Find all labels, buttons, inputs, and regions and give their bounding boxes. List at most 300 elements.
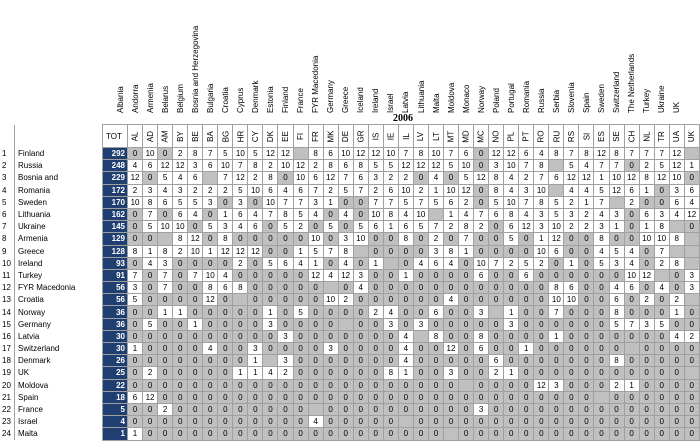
score-cell: 0 [293,403,308,415]
score-cell: 8 [218,233,233,245]
voter-code-bg: BG [218,125,233,148]
score-cell: 1 [248,355,263,367]
score-cell: 0 [173,294,188,306]
score-cell [323,282,338,294]
score-cell: 0 [443,416,458,428]
score-cell: 0 [278,172,293,184]
voter-code-ee: EE [278,125,293,148]
score-cell: 0 [353,379,368,391]
score-cell: 12 [459,184,474,196]
country-name: UK [15,367,103,379]
score-cell: 0 [233,318,248,330]
score-cell: 0 [579,403,594,415]
country-name: Moldova [15,379,103,391]
score-cell: 0 [459,403,474,415]
score-cell: 0 [519,233,534,245]
score-cell: 0 [684,391,699,403]
score-cell: 0 [413,306,428,318]
score-cell: 0 [128,221,143,233]
score-cell: 0 [278,379,293,391]
score-cell: 0 [158,416,173,428]
score-cell: 0 [579,257,594,269]
voter-code-dk: DK [263,125,278,148]
score-cell: 0 [519,294,534,306]
score-cell: 10 [443,184,458,196]
score-cell: 0 [654,367,669,379]
score-cell: 6 [353,172,368,184]
score-cell: 12 [624,172,639,184]
score-cell: 8 [353,160,368,172]
voter-name-dk: Denmark [250,80,260,113]
score-cell: 0 [459,428,474,440]
score-cell: 0 [428,269,443,281]
score-cell: 0 [549,257,564,269]
score-cell: 4 [684,196,699,208]
score-cell: 0 [263,428,278,440]
score-cell: 0 [564,428,579,440]
row-number: 11 [0,269,15,281]
score-cell: 0 [459,257,474,269]
score-cell: 6 [624,282,639,294]
score-cell: 7 [293,196,308,208]
score-cell: 0 [338,282,353,294]
voter-name-al: Albania [115,86,125,113]
score-cell: 7 [128,269,143,281]
score-cell [669,221,684,233]
score-cell: 1 [624,379,639,391]
score-cell: 0 [594,282,609,294]
score-cell: 3 [534,208,549,220]
score-cell: 12 [609,184,624,196]
score-cell: 3 [203,196,218,208]
total-cell: 30 [103,343,128,355]
score-cell: 5 [158,172,173,184]
score-cell: 5 [353,221,368,233]
score-cell: 0 [248,318,263,330]
score-cell: 0 [443,269,458,281]
score-cell: 0 [639,245,654,257]
row-number: 4 [0,184,15,196]
total-cell: 129 [103,233,128,245]
score-cell: 8 [308,148,323,160]
score-cell: 10 [639,233,654,245]
score-cell: 4 [624,257,639,269]
voter-name-by: Belarus [160,85,170,113]
score-cell: 6 [639,208,654,220]
score-cell: 1 [549,330,564,342]
score-cell: 0 [278,294,293,306]
score-cell: 0 [474,367,489,379]
score-cell: 12 [594,148,609,160]
country-name: Ukraine [15,221,103,233]
score-cell: 0 [564,403,579,415]
score-cell: 7 [398,148,413,160]
score-cell: 2 [489,367,504,379]
score-cell: 2 [308,160,323,172]
total-cell: 25 [103,367,128,379]
score-cell: 0 [188,403,203,415]
score-cell: 6 [188,172,203,184]
score-cell: 0 [624,233,639,245]
score-cell: 0 [233,306,248,318]
score-cell: 6 [489,355,504,367]
score-cell: 3 [368,172,383,184]
score-cell: 0 [323,233,338,245]
score-cell: 0 [308,330,323,342]
score-cell: 10 [564,294,579,306]
score-cell: 5 [293,208,308,220]
score-cell: 4 [398,343,413,355]
score-cell: 0 [203,306,218,318]
score-cell: 5 [383,160,398,172]
score-cell: 4 [308,416,323,428]
voter-name-rs: Serbia [551,89,561,113]
score-cell: 2 [188,184,203,196]
score-cell: 6 [203,160,218,172]
voter-name-be: Belgium [175,84,185,113]
row-number: 5 [0,196,15,208]
score-cell: 10 [278,160,293,172]
score-cell: 0 [639,306,654,318]
score-cell: 12 [443,343,458,355]
score-cell: 0 [519,282,534,294]
score-cell: 0 [188,416,203,428]
voter-name-nl: The Netherlands [627,53,637,113]
score-cell: 6 [248,221,263,233]
score-cell: 6 [624,184,639,196]
score-cell: 0 [338,416,353,428]
score-cell: 6 [338,160,353,172]
score-cell: 0 [293,318,308,330]
score-cell: 0 [639,330,654,342]
score-cell: 0 [383,330,398,342]
score-cell: 0 [353,367,368,379]
score-cell: 3 [489,160,504,172]
score-cell: 0 [519,355,534,367]
score-cell: 6 [609,294,624,306]
score-cell: 0 [549,416,564,428]
score-cell: 0 [143,269,158,281]
score-cell: 3 [353,269,368,281]
score-cell: 6 [428,306,443,318]
score-cell: 0 [158,330,173,342]
score-cell: 3 [143,184,158,196]
score-cell: 8 [248,160,263,172]
score-cell: 5 [594,257,609,269]
score-cell: 5 [654,318,669,330]
score-cell: 5 [203,221,218,233]
score-cell: 1 [398,367,413,379]
score-cell: 2 [579,221,594,233]
score-cell: 0 [489,416,504,428]
score-cell: 0 [654,330,669,342]
score-cell: 12 [233,245,248,257]
score-cell: 4 [669,330,684,342]
score-cell: 0 [669,282,684,294]
year-header: 2006 [393,113,413,124]
voter-code-tr: TR [654,125,669,148]
score-cell: 12 [428,160,443,172]
score-cell: 0 [398,257,413,269]
voter-code-il: IL [398,125,413,148]
score-cell: 0 [128,367,143,379]
score-cell: 6 [233,208,248,220]
score-cell: 1 [428,184,443,196]
score-cell: 0 [504,245,519,257]
score-cell: 12 [398,160,413,172]
voter-name-bg: Bulgaria [205,83,215,113]
score-cell: 0 [443,318,458,330]
score-cell: 1 [684,160,699,172]
score-cell: 0 [308,282,323,294]
score-cell: 5 [248,148,263,160]
score-cell: 0 [173,391,188,403]
score-cell: 10 [398,184,413,196]
row-number: 17 [0,343,15,355]
score-cell: 0 [143,233,158,245]
score-cell: 5 [263,257,278,269]
score-cell [669,245,684,257]
score-cell: 0 [218,367,233,379]
score-cell: 0 [128,257,143,269]
score-cell: 0 [293,391,308,403]
country-name: Spain [15,391,103,403]
header-row [0,125,699,148]
score-cell: 10 [128,196,143,208]
score-cell: 0 [428,379,443,391]
score-cell: 5 [549,196,564,208]
row-number: 20 [0,379,15,391]
score-cell: 0 [368,428,383,440]
score-cell: 0 [383,428,398,440]
score-cell: 5 [368,160,383,172]
voter-name-il: Israel [386,93,396,113]
score-cell: 10 [504,160,519,172]
score-cell: 0 [278,318,293,330]
score-cell: 0 [203,208,218,220]
score-cell: 3 [188,160,203,172]
score-cell: 6 [549,172,564,184]
score-cell: 0 [534,282,549,294]
score-cell: 0 [143,330,158,342]
score-cell: 0 [398,245,413,257]
score-cell: 0 [459,269,474,281]
score-cell: 2 [233,257,248,269]
score-cell: 0 [248,282,263,294]
score-cell: 12 [504,148,519,160]
voter-code-mt: MT [443,125,458,148]
score-cell: 0 [579,318,594,330]
score-cell: 0 [654,355,669,367]
row-number: 22 [0,403,15,415]
score-cell: 2 [173,245,188,257]
score-cell: 4 [353,282,368,294]
score-cell: 0 [669,379,684,391]
score-cell: 0 [564,245,579,257]
score-cell: 0 [564,233,579,245]
score-cell: 8 [443,245,458,257]
score-cell: 12 [308,269,323,281]
score-cell: 0 [233,428,248,440]
score-cell: 0 [489,343,504,355]
score-cell: 2 [413,184,428,196]
score-cell: 12 [549,233,564,245]
voter-code-fr: FR [308,125,323,148]
voter-code-hr: HR [233,125,248,148]
score-cell: 8 [579,148,594,160]
score-cell: 1 [639,221,654,233]
country-name: Lithuania [15,208,103,220]
score-cell: 0 [293,233,308,245]
score-cell: 0 [684,306,699,318]
score-cell: 0 [413,269,428,281]
score-cell: 5 [308,245,323,257]
score-cell: 0 [218,294,233,306]
score-cell: 12 [233,172,248,184]
score-cell: 0 [443,282,458,294]
score-cell: 7 [413,196,428,208]
score-cell: 0 [594,294,609,306]
score-cell: 10 [203,269,218,281]
score-cell: 0 [474,160,489,172]
score-cell: 2 [564,221,579,233]
score-cell: 5 [398,196,413,208]
voter-name-no: Norway [476,85,486,113]
score-cell: 0 [128,330,143,342]
score-cell: 0 [459,343,474,355]
score-cell: 2 [278,367,293,379]
table-row [0,196,699,208]
score-cell: 0 [579,367,594,379]
score-cell: 10 [654,233,669,245]
score-cell: 0 [624,221,639,233]
score-cell: 0 [639,428,654,440]
country-name: Croatia [15,294,103,306]
score-cell: 10 [308,233,323,245]
score-cell: 0 [504,294,519,306]
score-cell: 12 [218,245,233,257]
score-cell: 0 [534,428,549,440]
score-cell: 0 [594,428,609,440]
score-cell: 0 [413,282,428,294]
score-cell: 0 [504,428,519,440]
score-cell [428,208,443,220]
voter-name-gr: Greece [341,86,351,113]
row-number: 7 [0,221,15,233]
score-cell: 0 [519,416,534,428]
score-cell: 0 [248,233,263,245]
score-cell: 10 [383,148,398,160]
score-cell: 6 [218,282,233,294]
voter-name-ad: Andorra [130,84,140,113]
score-cell: 0 [684,318,699,330]
voter-code-ba: BA [203,125,218,148]
score-cell: 0 [338,306,353,318]
score-cell: 8 [654,221,669,233]
score-cell: 0 [128,416,143,428]
score-cell: 8 [609,148,624,160]
score-cell: 0 [459,294,474,306]
score-cell: 2 [443,221,458,233]
row-number: 1 [0,148,15,160]
score-cell: 0 [128,318,143,330]
voter-name-tr: Turkey [642,88,652,113]
row-number: 12 [0,282,15,294]
score-cell: 3 [474,403,489,415]
voter-name-mt: Malta [431,93,441,113]
score-cell [398,416,413,428]
row-number: 16 [0,330,15,342]
score-cell: 0 [459,318,474,330]
score-cell: 0 [474,233,489,245]
score-cell: 4 [383,306,398,318]
score-cell: 6 [128,391,143,403]
score-cell: 10 [323,294,338,306]
table-row [0,403,699,415]
score-cell: 3 [609,257,624,269]
score-cell: 4 [519,208,534,220]
voter-name-ba: Bosnia and Herzegovina [190,25,200,113]
score-cell: 0 [278,269,293,281]
score-cell: 1 [579,196,594,208]
score-cell: 10 [459,160,474,172]
score-cell: 12 [203,294,218,306]
score-cell: 1 [263,306,278,318]
score-cell: 1 [383,221,398,233]
score-cell: 0 [263,416,278,428]
country-name: Latvia [15,330,103,342]
voter-name-fr: France [296,88,306,113]
score-cell: 2 [143,367,158,379]
total-cell: 4 [103,416,128,428]
row-number: 9 [0,245,15,257]
total-cell: 128 [103,245,128,257]
score-cell: 0 [428,355,443,367]
score-cell: 1 [293,245,308,257]
row-number: 13 [0,294,15,306]
score-cell: 0 [353,343,368,355]
total-cell: 1 [103,428,128,440]
voter-code-mc: MC [474,125,489,148]
score-cell: 0 [398,318,413,330]
score-cell: 7 [594,196,609,208]
score-cell: 0 [188,343,203,355]
score-cell: 0 [338,330,353,342]
score-cell: 0 [353,196,368,208]
score-cell: 0 [624,355,639,367]
score-cell: 0 [353,318,368,330]
score-cell: 5 [338,184,353,196]
score-cell: 0 [173,403,188,415]
score-cell: 0 [353,403,368,415]
score-cell: 8 [263,172,278,184]
score-cell: 0 [248,391,263,403]
score-cell: 10 [173,221,188,233]
score-cell: 0 [203,379,218,391]
score-cell: 8 [594,233,609,245]
score-cell: 1 [564,257,579,269]
country-name: Switzerland [15,343,103,355]
score-cell: 0 [218,343,233,355]
score-cell: 7 [564,148,579,160]
score-cell: 2 [624,196,639,208]
score-cell: 8 [609,355,624,367]
score-cell: 0 [248,330,263,342]
score-cell: 0 [564,343,579,355]
score-cell: 0 [233,355,248,367]
voter-code-no: NO [489,125,504,148]
score-cell: 0 [278,391,293,403]
